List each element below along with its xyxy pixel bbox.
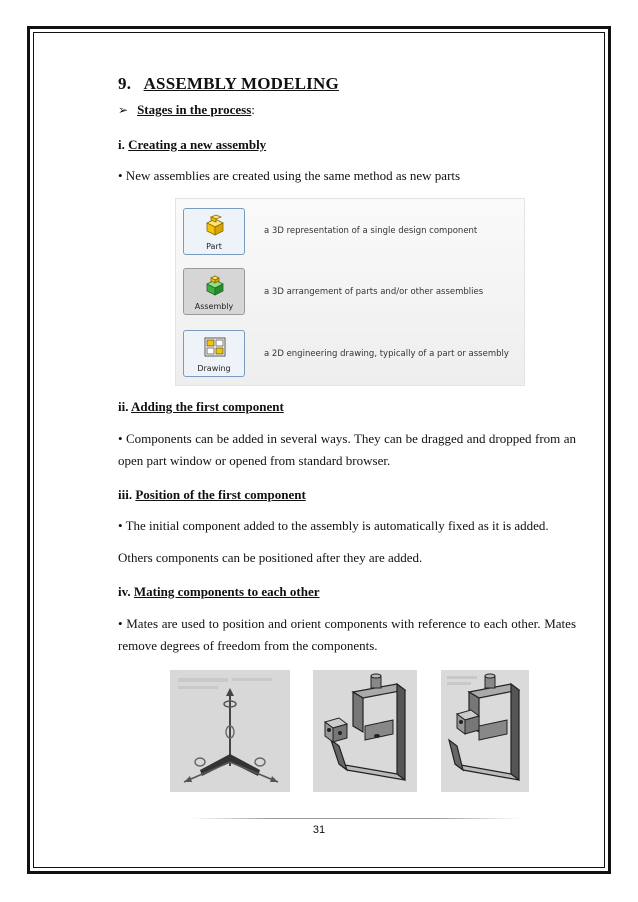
drawing-tile[interactable] — [183, 330, 245, 377]
heading-title: ASSEMBLY MODELING — [143, 74, 339, 93]
footer-divider — [190, 818, 520, 819]
page-number: 31 — [312, 824, 326, 836]
subheading-mating — [118, 584, 320, 600]
subheading-numeral: iii. — [118, 487, 133, 502]
arrow-bullet-icon: ➢ — [118, 103, 129, 117]
drawing-icon — [203, 335, 227, 359]
drawing-description: a 2D engineering drawing, typically of a part or assembly — [264, 349, 509, 359]
mated-bracket-figure — [441, 670, 529, 792]
text-adding-components: • Components can be added in several ways. They can be dragged and dropped from an open part window or opened from standard browser. — [118, 431, 576, 468]
degrees-of-freedom-illustration — [170, 670, 290, 792]
assembly-description: a 3D arrangement of parts and/or other assemblies — [264, 287, 484, 297]
mated-bracket-illustration — [441, 670, 529, 792]
subheading-numeral: iv. — [118, 584, 131, 599]
part-icon — [203, 213, 227, 237]
text-mating: • Mates are used to position and orient components with reference to each other. Mates remove degrees of freedom from the components. — [118, 616, 576, 653]
text-position-1: • The initial component added to the assembly is automatically fixed as it is added. — [118, 518, 549, 533]
text-new-assemblies: • New assemblies are created using the same method as new parts — [118, 168, 461, 183]
subheading-creating — [118, 137, 266, 153]
subheading-title: Mating components to each other — [133, 584, 320, 599]
assembly-icon — [203, 273, 227, 297]
subheading-title: Adding the first component — [131, 399, 284, 414]
stages-label: Stages in the process — [137, 102, 252, 117]
text-position-2: Others components can be positioned after they are added. — [118, 550, 423, 565]
part-description: a 3D representation of a single design component — [264, 226, 478, 236]
part-tile[interactable] — [183, 208, 245, 255]
part-label: Part — [206, 242, 222, 251]
subheading-numeral: i. — [118, 137, 125, 152]
subheading-title: Position of the first component — [135, 487, 306, 502]
subheading-adding — [118, 399, 284, 415]
dof-figure — [170, 670, 290, 792]
assembly-label: Assembly — [194, 302, 234, 311]
stages-colon: : — [251, 102, 255, 117]
document-type-panel — [175, 198, 525, 386]
bracket-cube-illustration — [313, 670, 417, 792]
heading-number: 9. — [118, 74, 132, 93]
drawing-label: Drawing — [197, 364, 231, 373]
section-heading — [118, 74, 339, 94]
bracket-cube-figure — [313, 670, 417, 792]
subheading-position — [118, 487, 306, 503]
stages-line — [118, 102, 255, 118]
subheading-numeral: ii. — [118, 399, 129, 414]
subheading-title: Creating a new assembly — [128, 137, 267, 152]
assembly-tile[interactable] — [183, 268, 245, 315]
